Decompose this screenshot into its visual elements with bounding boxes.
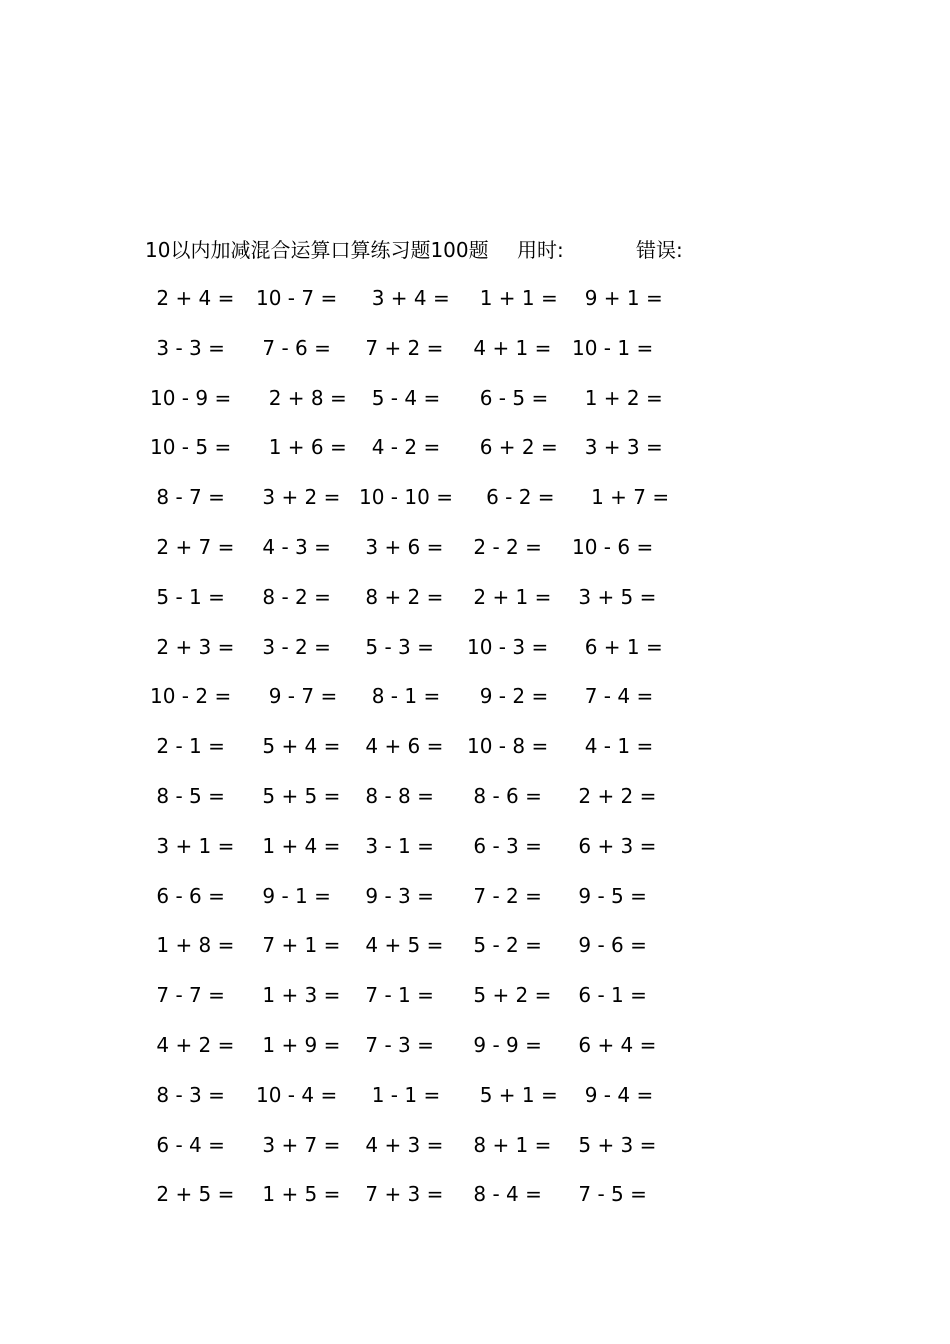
arithmetic-problem: 6 + 1 = (572, 634, 663, 659)
arithmetic-problem: 4 + 5 = (359, 933, 444, 958)
arithmetic-problem: 5 + 2 = (467, 983, 552, 1008)
arithmetic-problem: 7 - 3 = (359, 1032, 434, 1057)
arithmetic-problem: 8 - 5 = (150, 783, 225, 808)
arithmetic-problem: 2 + 8 = (256, 385, 347, 410)
arithmetic-problem: 3 + 2 = (256, 485, 341, 510)
arithmetic-problem: 7 - 4 = (572, 684, 654, 709)
problem-row (0, 1178, 950, 1228)
arithmetic-problem: 2 + 3 = (150, 634, 235, 659)
problem-row (0, 332, 950, 382)
arithmetic-problem: 5 + 4 = (256, 734, 341, 759)
errors-label: 错误: (636, 238, 683, 262)
arithmetic-problem: 5 + 5 = (256, 783, 341, 808)
arithmetic-problem: 1 + 5 = (256, 1182, 341, 1207)
arithmetic-problem: 9 - 4 = (572, 1082, 654, 1107)
arithmetic-problem: 3 + 3 = (572, 435, 663, 460)
arithmetic-problem: 9 - 7 = (256, 684, 338, 709)
arithmetic-problem: 10 - 9 = (150, 385, 232, 410)
worksheet-title: 10以内加减混合运算口算练习题100题 (145, 238, 489, 262)
arithmetic-problem: 6 + 4 = (572, 1032, 657, 1057)
problem-row (0, 282, 950, 332)
arithmetic-problem: 8 - 3 = (150, 1082, 225, 1107)
arithmetic-problem: 6 - 1 = (572, 983, 647, 1008)
arithmetic-problem: 5 - 4 = (359, 385, 441, 410)
arithmetic-problem: 9 - 6 = (572, 933, 647, 958)
arithmetic-problem: 6 + 3 = (572, 833, 657, 858)
problem-row (0, 880, 950, 930)
arithmetic-problem: 5 + 3 = (572, 1132, 657, 1157)
arithmetic-problem: 7 - 7 = (150, 983, 225, 1008)
arithmetic-problem: 9 - 3 = (359, 883, 434, 908)
time-used-label: 用时: (517, 238, 564, 262)
problem-row (0, 431, 950, 481)
problem-row (0, 1129, 950, 1179)
problem-row (0, 929, 950, 979)
problem-row (0, 631, 950, 681)
arithmetic-problem: 1 + 9 = (256, 1032, 341, 1057)
arithmetic-problem: 6 - 5 = (467, 385, 549, 410)
arithmetic-problem: 5 + 1 = (467, 1082, 558, 1107)
arithmetic-problem: 1 + 7 = (572, 485, 670, 510)
arithmetic-problem: 7 + 2 = (359, 335, 444, 360)
problem-row (0, 680, 950, 730)
arithmetic-problem: 7 - 2 = (467, 883, 542, 908)
arithmetic-problem: 4 - 1 = (572, 734, 654, 759)
arithmetic-problem: 6 + 2 = (467, 435, 558, 460)
arithmetic-problem: 10 - 4 = (256, 1082, 338, 1107)
arithmetic-problem: 1 + 8 = (150, 933, 235, 958)
arithmetic-problem: 7 - 5 = (572, 1182, 647, 1207)
arithmetic-problem: 5 - 3 = (359, 634, 434, 659)
problem-row (0, 830, 950, 880)
arithmetic-problem: 10 - 1 = (572, 335, 654, 360)
arithmetic-problem: 2 - 1 = (150, 734, 225, 759)
arithmetic-problem: 8 - 4 = (467, 1182, 542, 1207)
arithmetic-problem: 6 - 4 = (150, 1132, 225, 1157)
problem-row (0, 1029, 950, 1079)
arithmetic-problem: 3 - 2 = (256, 634, 331, 659)
arithmetic-problem: 10 - 6 = (572, 534, 654, 559)
arithmetic-problem: 3 - 3 = (150, 335, 225, 360)
arithmetic-problem: 2 + 7 = (150, 534, 235, 559)
arithmetic-problem: 2 + 1 = (467, 584, 552, 609)
arithmetic-problem: 7 + 3 = (359, 1182, 444, 1207)
arithmetic-problem: 4 + 1 = (467, 335, 552, 360)
arithmetic-problem: 1 + 6 = (256, 435, 347, 460)
arithmetic-problem: 5 - 1 = (150, 584, 225, 609)
worksheet-header (145, 235, 765, 265)
problem-row (0, 979, 950, 1029)
arithmetic-problem: 4 + 6 = (359, 734, 444, 759)
arithmetic-problem: 1 + 3 = (256, 983, 341, 1008)
problem-row (0, 1079, 950, 1129)
arithmetic-problem: 9 - 1 = (256, 883, 331, 908)
problem-row (0, 581, 950, 631)
problem-row (0, 730, 950, 780)
arithmetic-problem: 2 + 4 = (150, 286, 235, 310)
arithmetic-problem: 5 - 2 = (467, 933, 542, 958)
arithmetic-problem: 1 + 1 = (467, 286, 558, 310)
arithmetic-problem: 1 + 2 = (572, 385, 663, 410)
arithmetic-problem: 9 - 2 = (467, 684, 549, 709)
arithmetic-problem: 2 + 2 = (572, 783, 657, 808)
arithmetic-problem: 10 - 3 = (467, 634, 549, 659)
arithmetic-problem: 8 + 2 = (359, 584, 444, 609)
arithmetic-problem: 10 - 10 = (359, 485, 453, 510)
problem-row (0, 481, 950, 531)
arithmetic-problem: 3 + 1 = (150, 833, 235, 858)
arithmetic-problem: 1 - 1 = (359, 1082, 441, 1107)
problem-row (0, 780, 950, 830)
arithmetic-problem: 3 + 4 = (359, 286, 450, 310)
arithmetic-problem: 8 - 8 = (359, 783, 434, 808)
arithmetic-problem: 2 - 2 = (467, 534, 542, 559)
arithmetic-problem: 3 - 1 = (359, 833, 434, 858)
arithmetic-problem: 9 - 5 = (572, 883, 647, 908)
arithmetic-problem: 8 - 1 = (359, 684, 441, 709)
arithmetic-problem: 9 - 9 = (467, 1032, 542, 1057)
arithmetic-problem: 4 + 2 = (150, 1032, 235, 1057)
arithmetic-problem: 6 - 2 = (467, 485, 555, 510)
arithmetic-problem: 8 - 2 = (256, 584, 331, 609)
arithmetic-problem: 9 + 1 = (572, 286, 663, 310)
arithmetic-problem: 7 + 1 = (256, 933, 341, 958)
arithmetic-problem: 10 - 7 = (256, 286, 338, 310)
arithmetic-problem: 3 + 6 = (359, 534, 444, 559)
arithmetic-problem: 10 - 5 = (150, 435, 232, 460)
arithmetic-problem: 7 - 1 = (359, 983, 434, 1008)
arithmetic-problem: 3 + 5 = (572, 584, 657, 609)
problem-grid (0, 282, 950, 1228)
arithmetic-problem: 10 - 8 = (467, 734, 549, 759)
arithmetic-problem: 6 - 3 = (467, 833, 542, 858)
arithmetic-problem: 7 - 6 = (256, 335, 331, 360)
arithmetic-problem: 8 + 1 = (467, 1132, 552, 1157)
problem-row (0, 382, 950, 432)
arithmetic-problem: 8 - 6 = (467, 783, 542, 808)
arithmetic-problem: 1 + 4 = (256, 833, 341, 858)
arithmetic-problem: 8 - 7 = (150, 485, 225, 510)
arithmetic-problem: 4 + 3 = (359, 1132, 444, 1157)
arithmetic-problem: 4 - 3 = (256, 534, 331, 559)
arithmetic-problem: 6 - 6 = (150, 883, 225, 908)
arithmetic-problem: 4 - 2 = (359, 435, 441, 460)
arithmetic-problem: 2 + 5 = (150, 1182, 235, 1207)
arithmetic-problem: 3 + 7 = (256, 1132, 341, 1157)
arithmetic-problem: 10 - 2 = (150, 684, 232, 709)
problem-row (0, 531, 950, 581)
